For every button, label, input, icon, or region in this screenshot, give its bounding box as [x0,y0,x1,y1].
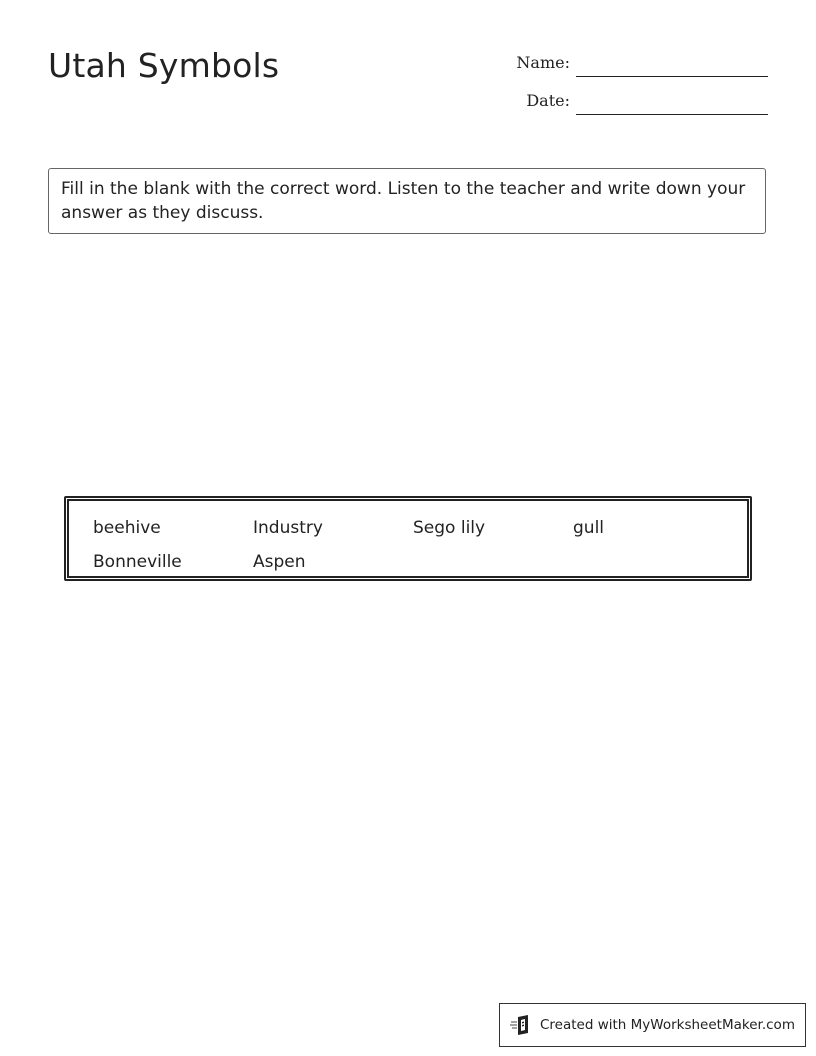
word-bank-item: beehive [93,518,161,538]
word-bank-item: Aspen [253,552,306,572]
word-bank-item: Industry [253,518,323,538]
word-bank [64,496,752,581]
date-line[interactable] [576,114,768,115]
word-bank-item: Bonneville [93,552,182,572]
worksheet-maker-logo-icon [510,1014,532,1036]
word-bank-item: gull [573,518,605,538]
footer-credit[interactable] [499,1003,806,1047]
name-field [500,50,770,78]
word-grid [93,511,723,579]
instructions-text: Fill in the blank with the correct word. Listen to the teacher and write down your answer as they discuss. [61,179,746,223]
date-label: Date: [526,91,570,110]
word-bank-item: Sego lily [413,518,486,538]
worksheet-title: Utah Symbols [48,46,280,85]
name-label: Name: [516,53,570,72]
instructions-box [48,168,766,234]
footer-text: Created with MyWorksheetMaker.com [540,1017,795,1033]
name-line[interactable] [576,76,768,77]
date-field [500,88,770,116]
